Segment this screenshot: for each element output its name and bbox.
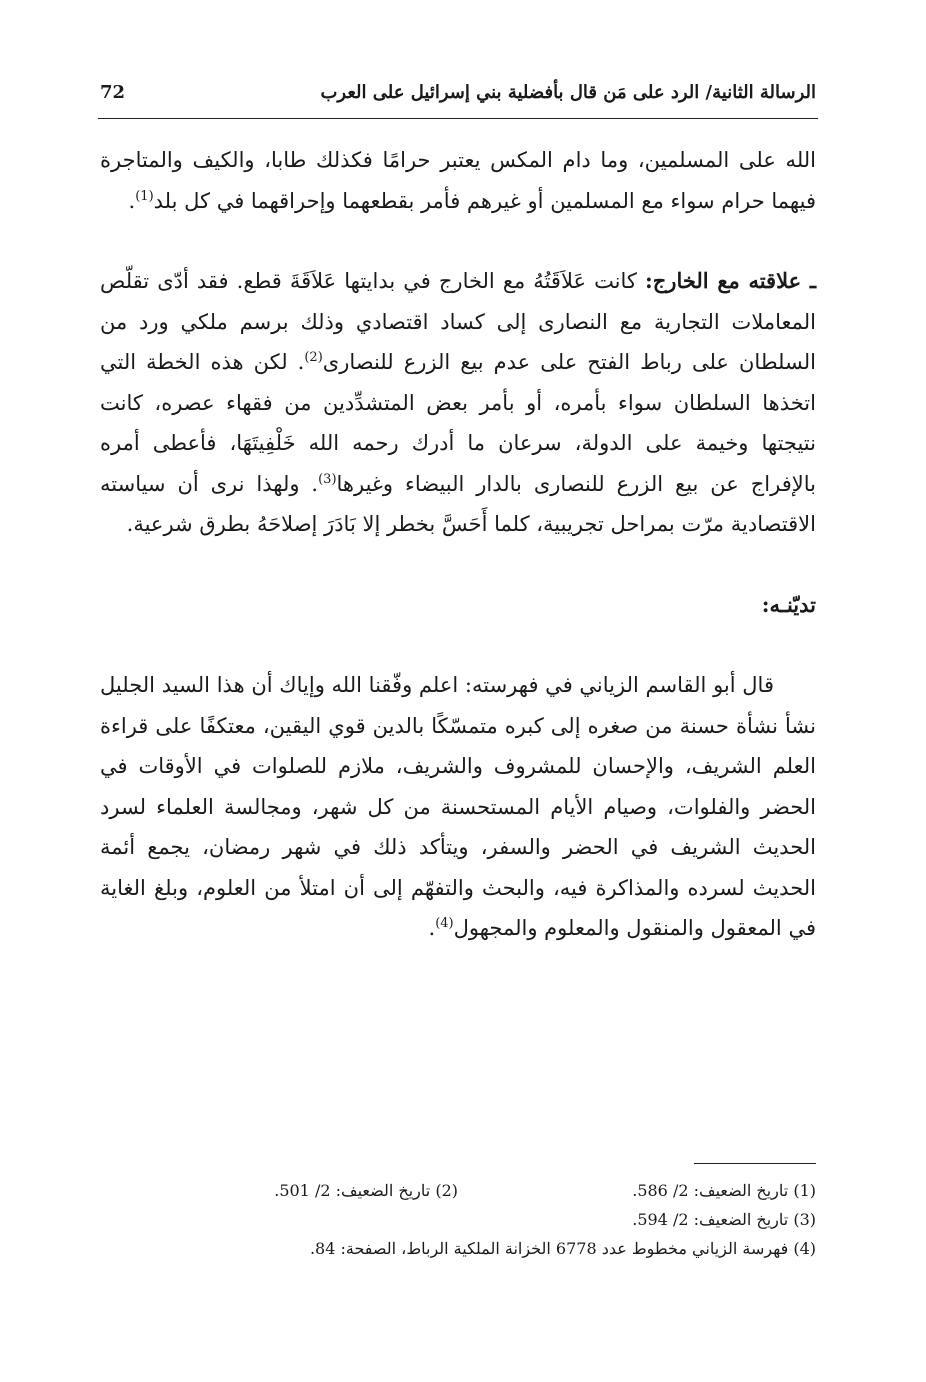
footnote-row: [100, 1234, 816, 1263]
paragraph-2: [100, 261, 816, 545]
section-heading-religiosity: تديّنـه:: [761, 591, 816, 617]
paragraph-gap: [100, 545, 816, 585]
main-text: [100, 140, 816, 949]
paragraph-1: [100, 140, 816, 221]
paragraph-4-end: .: [428, 916, 436, 940]
footnote-2: (2) تاريخ الضعيف: 2/ 501.: [274, 1181, 458, 1200]
paragraph-gap: [100, 221, 816, 261]
page-number: 72: [100, 82, 126, 103]
paragraph-1-text: الله على المسلمين، وما دام المكس يعتبر حرامًا فكذلك طابا، والكيف والمتاجرة فيهما حرام سواء مع المسلمين أو غيرهم فأمر بقطعهما وإحراقهما في كل بلد: [100, 148, 816, 213]
footnote-ref-3: (3): [318, 471, 337, 487]
paragraph-2-text-a: كانت عَلاَقَتُهُ مع الخارج في بدايتها عَلاَقَةَ قطع. فقد أدّى تقلّص المعاملات التجارية مع النصارى إلى كساد اقتصادي وذلك برسم ملكي ورد من السلطان على رباط الفتح على عدم بيع الزرع للنصارى: [100, 269, 816, 374]
paragraph-2-text-b: . لكن هذه الخطة التي اتخذها السلطان سواء بأمره، أو بأمر بعض المتشدِّدين من فقهاء عصره، كانت نتيجتها وخيمة على الدولة، سرعان ما أدرك رحمه الله خَلْفِيتَهَا، فأعطى أمره بالإفراج عن بيع الزرع للنصارى بالدار البيضاء وغيرها: [100, 350, 816, 496]
footnote-1: (1) تاريخ الضعيف: 2/ 586.: [632, 1181, 816, 1200]
paragraph-2-text-c: . ولهذا نرى أن سياسته الاقتصادية مرّت بمراحل تجريبية، كلما أَحَسَّ بخطر إلا بَادَرَ إصلاحَهُ بطرق شرعية.: [100, 471, 816, 536]
footnote-ref-4: (4): [435, 916, 454, 931]
paragraph-1-end: .: [128, 188, 136, 213]
paragraph-4: [100, 665, 816, 949]
footnote-ref-1: (1): [135, 188, 154, 204]
running-title: الرسالة الثانية/ الرد على مَن قال بأفضلية بني إسرائيل على العرب: [320, 82, 816, 103]
footnote-rule: [694, 1163, 816, 1164]
footnote-ref-2: (2): [304, 350, 323, 365]
header-rule: [98, 118, 818, 119]
footnote-4: (4) فهرسة الزياني مخطوط عدد 6778 الخزانة الملكية الرباط، الصفحة: 84.: [309, 1239, 816, 1258]
paragraph-gap: [100, 625, 816, 665]
footnote-row: [100, 1176, 816, 1205]
running-header: [100, 78, 816, 118]
footnotes: [100, 1176, 816, 1263]
footnote-3: (3) تاريخ الضعيف: 2/ 594.: [632, 1210, 816, 1229]
section-heading-external-relations: ـ علاقته مع الخارج:: [645, 268, 817, 293]
footnote-row: [100, 1205, 816, 1234]
paragraph-4-text: قال أبو القاسم الزياني في فهرسته: اعلم وفّقنا الله وإياك أن هذا السيد الجليل نشأ نشأة حسنة من صغره إلى كبره متمسّكًا بالدين قوي اليقين، معتكفًا على قراءة العلم الشريف، والإحسان للمشروف والشريف، ملازم للصلوات في الأوقات في الحضر والفلوات، وصيام الأيام المستحسنة من كل شهر، ومجالسة العلماء لسرد الحديث الشريف في الحضر والسفر، ويتأكد ذلك في شهر رمضان، يجمع أئمة الحديث لسرده والمذاكرة فيه، والبحث والتفهّم إلى أن امتلأ من العلوم، وبلغ الغاية في المعقول والمنقول والمعلوم والمجهول: [100, 673, 816, 940]
